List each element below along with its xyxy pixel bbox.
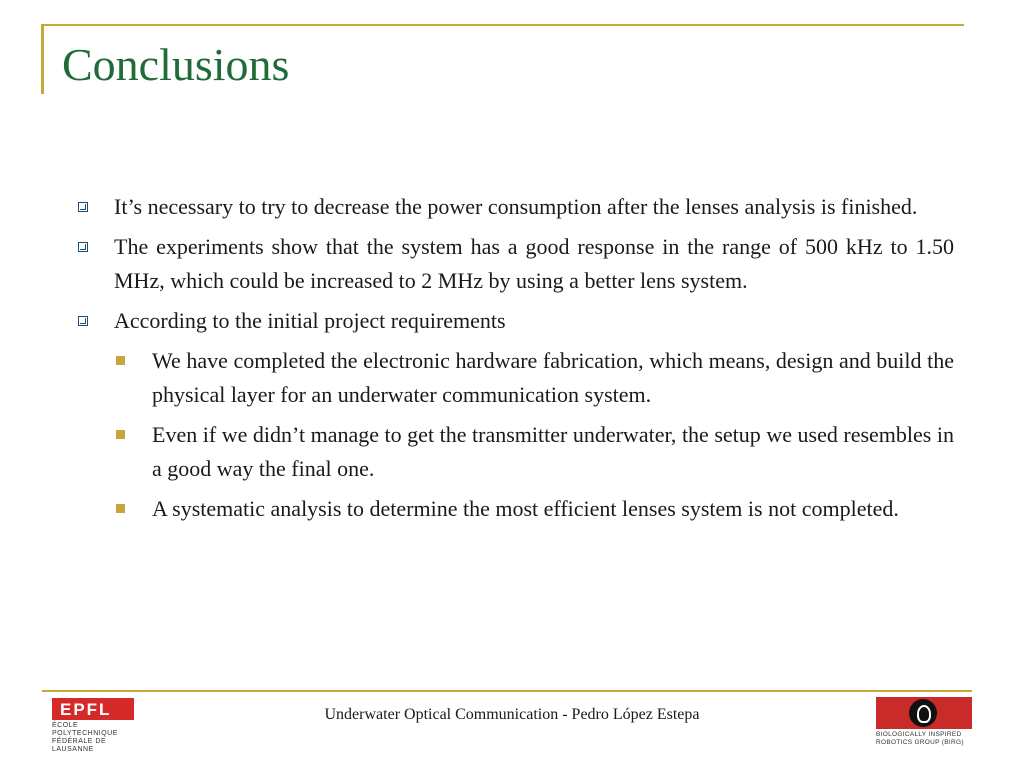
bullet-item: [78, 304, 954, 338]
sub-bullet-text: We have completed the electronic hardware fabrication, which means, design and build the physical layer for an underwater communication system.: [152, 348, 954, 407]
sub-bullet-text: A systematic analysis to determine the most efficient lenses system is not completed.: [152, 496, 899, 521]
sub-bullet-text: Even if we didn’t manage to get the transmitter underwater, the setup we used resembles in a good way the final one.: [152, 422, 954, 481]
footer-text: Underwater Optical Communication - Pedro López Estepa: [324, 706, 700, 723]
slide-content: [78, 190, 954, 532]
checkbox-bullet-icon: [78, 316, 88, 326]
epfl-logo-text: ÉCOLE POLYTECHNIQUE FÉDÉRALE DE LAUSANNE: [52, 722, 118, 753]
accent-vertical-line: [41, 24, 44, 94]
square-bullet-icon: [116, 356, 125, 365]
epfl-logo-icon: EPFL: [52, 698, 134, 720]
bullet-item: [78, 230, 954, 298]
sub-bullet-item: [116, 418, 954, 486]
birg-logo-text: BIOLOGICALLY INSPIRED ROBOTICS GROUP (BIRG): [876, 731, 964, 746]
bullet-text: According to the initial project requirements: [114, 308, 506, 333]
square-bullet-icon: [116, 430, 125, 439]
sub-bullet-item: [116, 344, 954, 412]
birg-logo: [876, 697, 972, 747]
birg-logo-icon: [876, 697, 972, 729]
checkbox-bullet-icon: [78, 242, 88, 252]
sub-bullet-item: [116, 492, 954, 526]
footer-divider: [42, 690, 972, 692]
bullet-text: It’s necessary to try to decrease the power consumption after the lenses analysis is finished.: [114, 194, 918, 219]
bullet-text: The experiments show that the system has a good response in the range of 500 kHz to 1.50 MHz, which could be increased to 2 MHz by using a better lens system.: [114, 234, 954, 293]
bullet-item: [78, 190, 954, 224]
accent-horizontal-line: [41, 24, 964, 26]
checkbox-bullet-icon: [78, 202, 88, 212]
slide-title: Conclusions: [62, 39, 290, 90]
salamander-icon: [909, 699, 937, 727]
square-bullet-icon: [116, 504, 125, 513]
